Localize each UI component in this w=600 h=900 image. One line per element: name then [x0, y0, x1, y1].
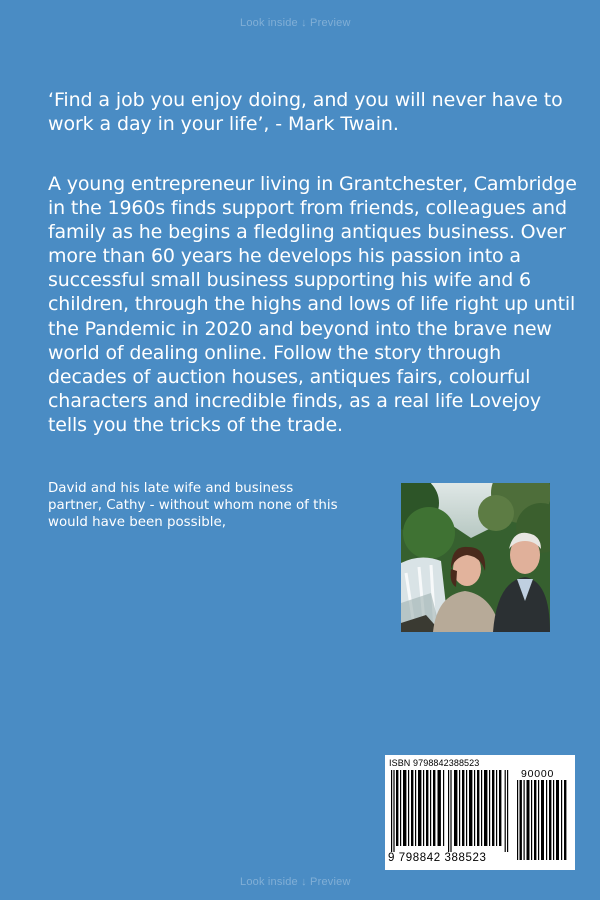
addon-barcode-bars [517, 780, 567, 860]
isbn-label: ISBN 9798842388523 [389, 758, 480, 768]
barcode-digits: 9 798842 388523 [388, 852, 487, 864]
preview-watermark-top: Look inside ↓ Preview [240, 17, 351, 29]
mark-twain-quote: ‘Find a job you enjoy doing, and you will never have to work a day in your life’, - Mark Twain. [48, 89, 563, 135]
price-addon-number: 90000 [521, 768, 555, 780]
preview-watermark-bottom: Look inside ↓ Preview [240, 876, 351, 888]
photo-dedication: David and his late wife and business partner, Cathy - without whom none of this would have been possible, [48, 481, 338, 530]
author-photo [401, 483, 550, 632]
barcode-bars [391, 770, 509, 852]
book-blurb: A young entrepreneur living in Grantchester, Cambridge in the 1960s finds support from friends, colleagues and family as he begins a fledgling antiques business. Over more than 60 years he develops his passion into a successful small business supporting his wife and 6 children, through the highs and lows of life right up until the Pandemic in 2020 and beyond into the brave new world of dealing online. Follow the story through decades of auction houses, antiques fairs, colourful characters and incredible finds, as a real life Lovejoy tells you the tricks of the trade. [48, 173, 577, 436]
isbn-barcode [385, 755, 575, 870]
